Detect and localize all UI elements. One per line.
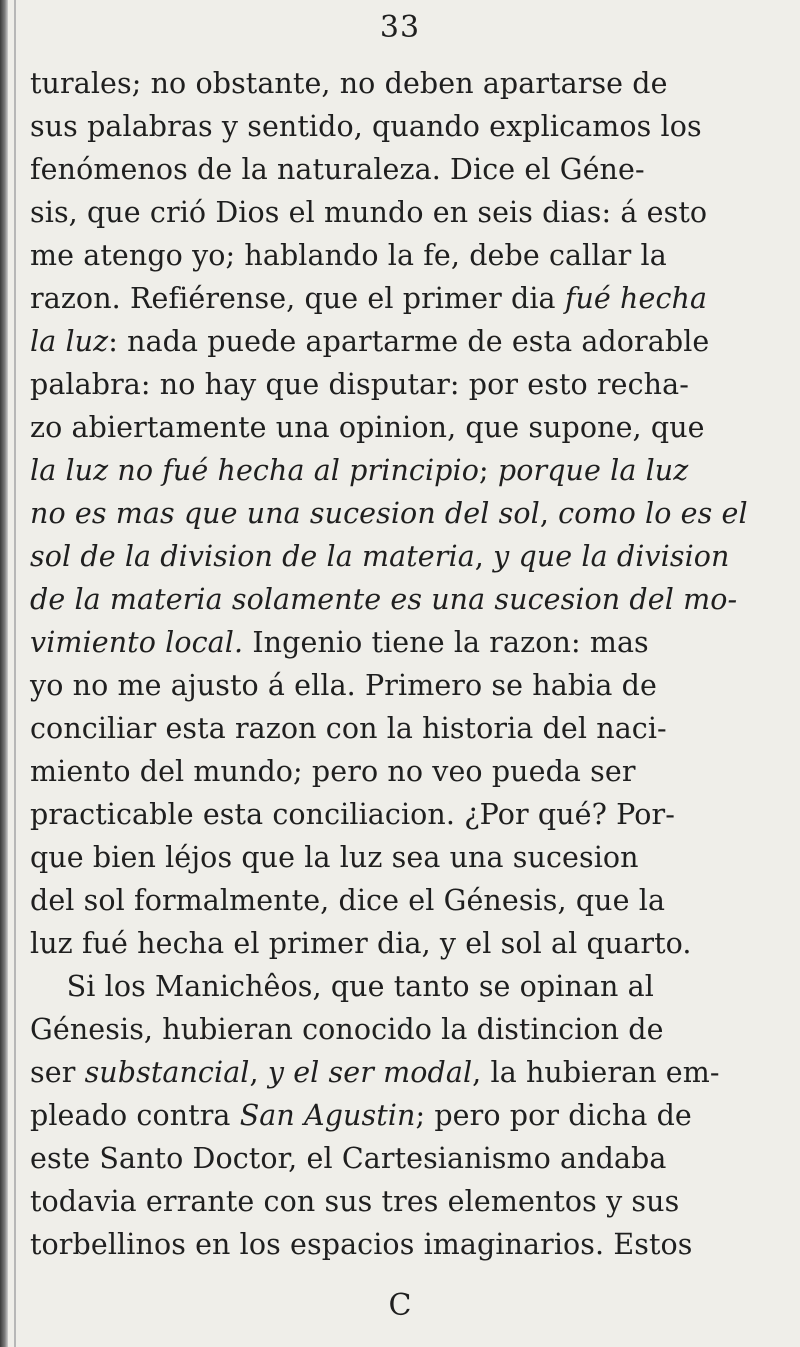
- text-segment: ,: [249, 1056, 268, 1089]
- text-segment: turales; no obstante, no deben apartarse de: [30, 67, 668, 100]
- text-segment: razon. Refiérense, que el primer dia: [30, 282, 565, 315]
- text-line: [30, 363, 770, 406]
- text-segment: sis, que crió Dios el mundo en seis dias: á esto: [30, 196, 708, 229]
- text-segment: practicable esta conciliacion. ¿Por qué? Por-: [30, 798, 675, 831]
- italic-text-segment: y que la division: [493, 540, 730, 573]
- text-segment: este Santo Doctor, el Cartesianismo andaba: [30, 1142, 667, 1175]
- text-segment: ; pero por dicha de: [415, 1099, 692, 1132]
- text-line: [30, 234, 770, 277]
- italic-text-segment: como lo es el: [558, 497, 748, 530]
- text-segment: miento del mundo; pero no veo pueda ser: [30, 755, 636, 788]
- text-line: [30, 793, 770, 836]
- text-segment: ,: [474, 540, 494, 573]
- text-segment: que bien léjos que la luz sea una sucesion: [30, 841, 639, 874]
- text-segment: fenómenos de la naturaleza. Dice el Géne-: [30, 153, 645, 186]
- text-line: [30, 922, 770, 965]
- italic-text-segment: de la materia solamente es una sucesion del mo-: [30, 583, 738, 616]
- text-line: [30, 320, 770, 363]
- text-line: [30, 535, 770, 578]
- text-segment: : nada puede apartarme de esta adorable: [108, 325, 710, 358]
- text-segment: Si los Manichêos, que tanto se opinan al: [30, 970, 654, 1003]
- italic-text-segment: porque la luz: [497, 454, 689, 487]
- text-segment: Génesis, hubieran conocido la distincion de: [30, 1013, 664, 1046]
- text-line: [30, 707, 770, 750]
- italic-text-segment: vimiento local.: [30, 626, 244, 659]
- page-number: 33: [379, 10, 421, 45]
- text-segment: yo no me ajusto á ella. Primero se habia de: [30, 669, 657, 702]
- text-line: [30, 1008, 770, 1051]
- italic-text-segment: substancial: [84, 1056, 250, 1089]
- text-line: [30, 62, 770, 105]
- text-line: [30, 449, 770, 492]
- text-segment: conciliar esta razon con la historia del naci-: [30, 712, 667, 745]
- body-text: [30, 62, 770, 1266]
- text-line: [30, 750, 770, 793]
- italic-text-segment: fué hecha: [564, 282, 708, 315]
- text-line: [30, 277, 770, 320]
- text-segment: , la hubieran em-: [472, 1056, 720, 1089]
- italic-text-segment: sol de la division de la materia: [30, 540, 475, 573]
- text-line: [30, 492, 770, 535]
- text-line: [30, 621, 770, 664]
- italic-text-segment: y el ser modal: [267, 1056, 473, 1089]
- text-line: [30, 965, 770, 1008]
- text-line: [30, 578, 770, 621]
- text-line: [30, 1137, 770, 1180]
- text-line: [30, 1180, 770, 1223]
- text-line: [30, 148, 770, 191]
- text-segment: ,: [539, 497, 559, 530]
- text-segment: pleado contra: [30, 1099, 240, 1132]
- text-segment: me atengo yo; hablando la fe, debe callar la: [30, 239, 667, 272]
- text-line: [30, 836, 770, 879]
- text-line: [30, 1094, 770, 1137]
- text-segment: luz fué hecha el primer dia, y el sol al quarto.: [30, 927, 692, 960]
- text-line: [30, 406, 770, 449]
- text-segment: torbellinos en los espacios imaginarios. Estos: [30, 1228, 693, 1261]
- italic-text-segment: la luz: [30, 325, 109, 358]
- text-line: [30, 105, 770, 148]
- text-segment: ;: [479, 454, 498, 487]
- text-segment: Ingenio tiene la razon: mas: [243, 626, 649, 659]
- italic-text-segment: no es mas que una sucesion del sol: [30, 497, 540, 530]
- text-line: [30, 1051, 770, 1094]
- italic-text-segment: San Agustin: [239, 1099, 416, 1132]
- text-segment: todavia errante con sus tres elementos y sus: [30, 1185, 680, 1218]
- text-segment: ser: [30, 1056, 85, 1089]
- text-segment: zo abiertamente una opinion, que supone, que: [30, 411, 705, 444]
- text-segment: del sol formalmente, dice el Génesis, que la: [30, 884, 666, 917]
- text-segment: sus palabras y sentido, quando explicamos los: [30, 110, 702, 143]
- text-line: [30, 191, 770, 234]
- text-segment: palabra: no hay que disputar: por esto recha-: [30, 368, 689, 401]
- signature-mark: C: [388, 1288, 412, 1323]
- text-line: [30, 664, 770, 707]
- text-line: [30, 1223, 770, 1266]
- text-line: [30, 879, 770, 922]
- italic-text-segment: la luz no fué hecha al principio: [30, 454, 479, 487]
